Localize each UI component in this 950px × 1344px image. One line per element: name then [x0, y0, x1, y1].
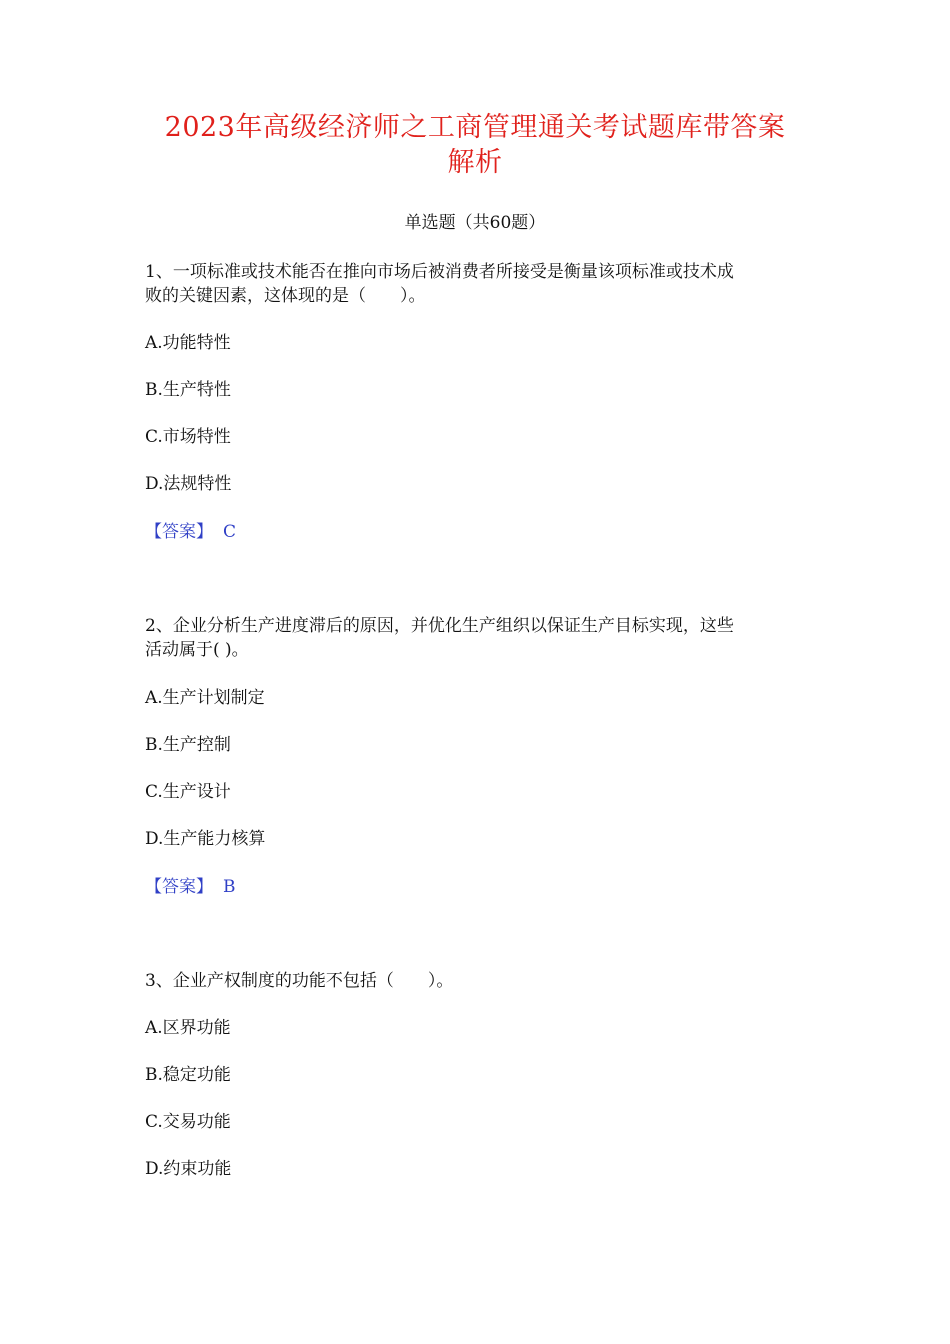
question-2-option-d: D.生产能力核算 — [145, 829, 266, 849]
question-1-stem-line-1: 1、一项标准或技术能否在推向市场后被消费者所接受是衡量该项标准或技术成 — [145, 262, 734, 282]
question-1-option-c: C.市场特性 — [145, 427, 231, 447]
question-1-answer — [145, 520, 236, 544]
question-3-option-d: D.约束功能 — [145, 1159, 232, 1179]
question-2-stem-line-1: 2、企业分析生产进度滞后的原因，并优化生产组织以保证生产目标实现，这些 — [145, 616, 734, 636]
answer-label: 【答案】 — [145, 522, 213, 542]
answer-letter: C — [223, 522, 237, 542]
question-3-option-a: A.区界功能 — [145, 1018, 231, 1038]
section-heading: 单选题（共60题） — [404, 213, 546, 233]
question-3-stem-line-1: 3、企业产权制度的功能不包括（ ）。 — [145, 971, 454, 991]
question-1-option-b: B.生产特性 — [145, 380, 231, 400]
question-2-stem-line-2: 活动属于( )。 — [145, 640, 249, 660]
question-1-stem-line-2: 败的关键因素，这体现的是（ ）。 — [145, 286, 426, 306]
question-3-option-b: B.稳定功能 — [145, 1065, 231, 1085]
question-2-option-b: B.生产控制 — [145, 735, 231, 755]
question-2-option-a: A.生产计划制定 — [145, 688, 265, 708]
question-1-option-d: D.法规特性 — [145, 474, 232, 494]
question-2-answer — [145, 875, 236, 899]
question-3-option-c: C.交易功能 — [145, 1112, 231, 1132]
answer-label: 【答案】 — [145, 877, 213, 897]
question-2-option-c: C.生产设计 — [145, 782, 231, 802]
answer-letter: B — [223, 877, 236, 897]
document-title-line-2: 解析 — [447, 147, 503, 178]
document-title-line-1: 2023年高级经济师之工商管理通关考试题库带答案 — [164, 112, 786, 143]
question-1-option-a: A.功能特性 — [145, 333, 231, 353]
